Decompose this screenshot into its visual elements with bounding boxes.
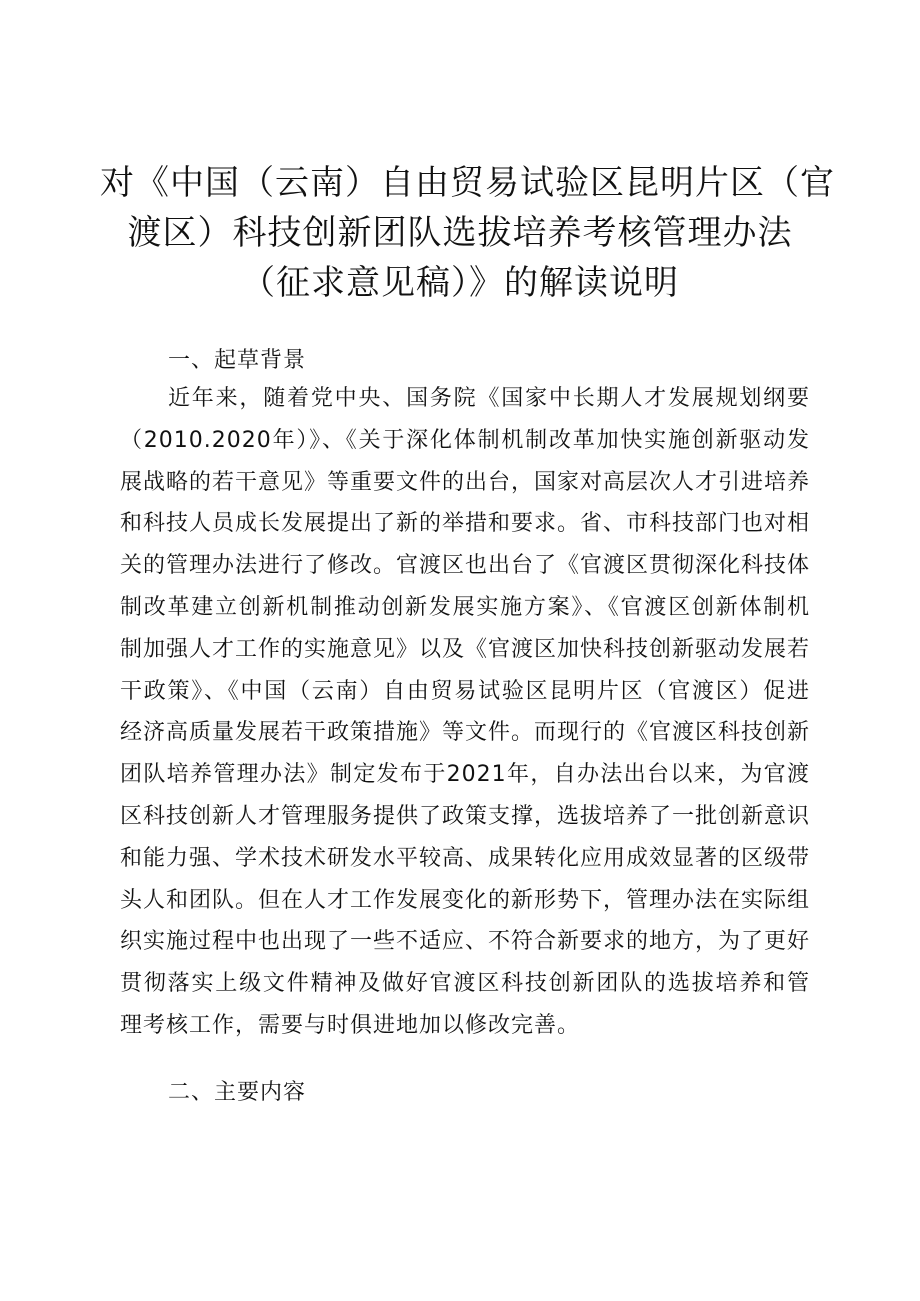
paragraph-line: 头人和团队。但在人才工作发展变化的新形势下，管理办法在实际组 (120, 887, 811, 913)
paragraph-line: 干政策》、《中国（云南）自由贸易试验区昆明片区（官渡区）促进 (120, 678, 810, 704)
title-line: 对《中国（云南）自由贸易试验区昆明片区（官 (100, 163, 835, 203)
paragraph-line: 贯彻落实上级文件精神及做好官渡区科技创新团队的选拔培养和管 (120, 971, 810, 997)
paragraph-line: 经济高质量发展若干政策措施》等文件。而现行的《官渡区科技创新 (120, 720, 811, 746)
paragraph-line: 区科技创新人才管理服务提供了政策支撑，选拔培养了一批创新意识 (120, 803, 811, 829)
section-paragraph-background (120, 378, 810, 1047)
paragraph-line: 近年来，随着党中央、国务院《国家中长期人才发展规划纲要 (168, 386, 810, 411)
paragraph-line: 理考核工作，需要与时俱进地加以修改完善。 (120, 1012, 581, 1038)
paragraph-line: （2010.2020年）》、《关于深化体制机制改革加快实施创新驱动发 (120, 427, 810, 453)
paragraph-line: 展战略的若干意见》等重要文件的出台，国家对高层次人才引进培养 (120, 469, 811, 495)
title-line: （征求意见稿）》的解读说明 (241, 263, 679, 303)
paragraph-line: 制加强人才工作的实施意见》以及《官渡区加快科技创新驱动发展若 (120, 636, 811, 662)
paragraph-line: 织实施过程中也出现了一些不适应、不符合新要求的地方，为了更好 (120, 929, 811, 955)
paragraph-line: 和能力强、学术技术研发水平较高、成果转化应用成效显著的区级带 (120, 845, 811, 871)
document-title (100, 158, 835, 308)
paragraph-line: 和科技人员成长发展提出了新的举措和要求。省、市科技部门也对相 (120, 511, 811, 537)
title-line: 渡区）科技创新团队选拔培养考核管理办法 (127, 213, 793, 253)
paragraph-line: 团队培养管理办法》制定发布于2021年，自办法出台以来，为官渡 (120, 762, 810, 788)
paragraph-line: 制改革建立创新机制推动创新发展实施方案》、《官渡区创新体制机 (120, 594, 810, 620)
paragraph-line: 关的管理办法进行了修改。官渡区也出台了《官渡区贯彻深化科技体 (120, 553, 811, 579)
section-heading-background: 一、起草背景 (168, 348, 307, 373)
section-heading-main-content: 二、主要内容 (168, 1080, 307, 1105)
